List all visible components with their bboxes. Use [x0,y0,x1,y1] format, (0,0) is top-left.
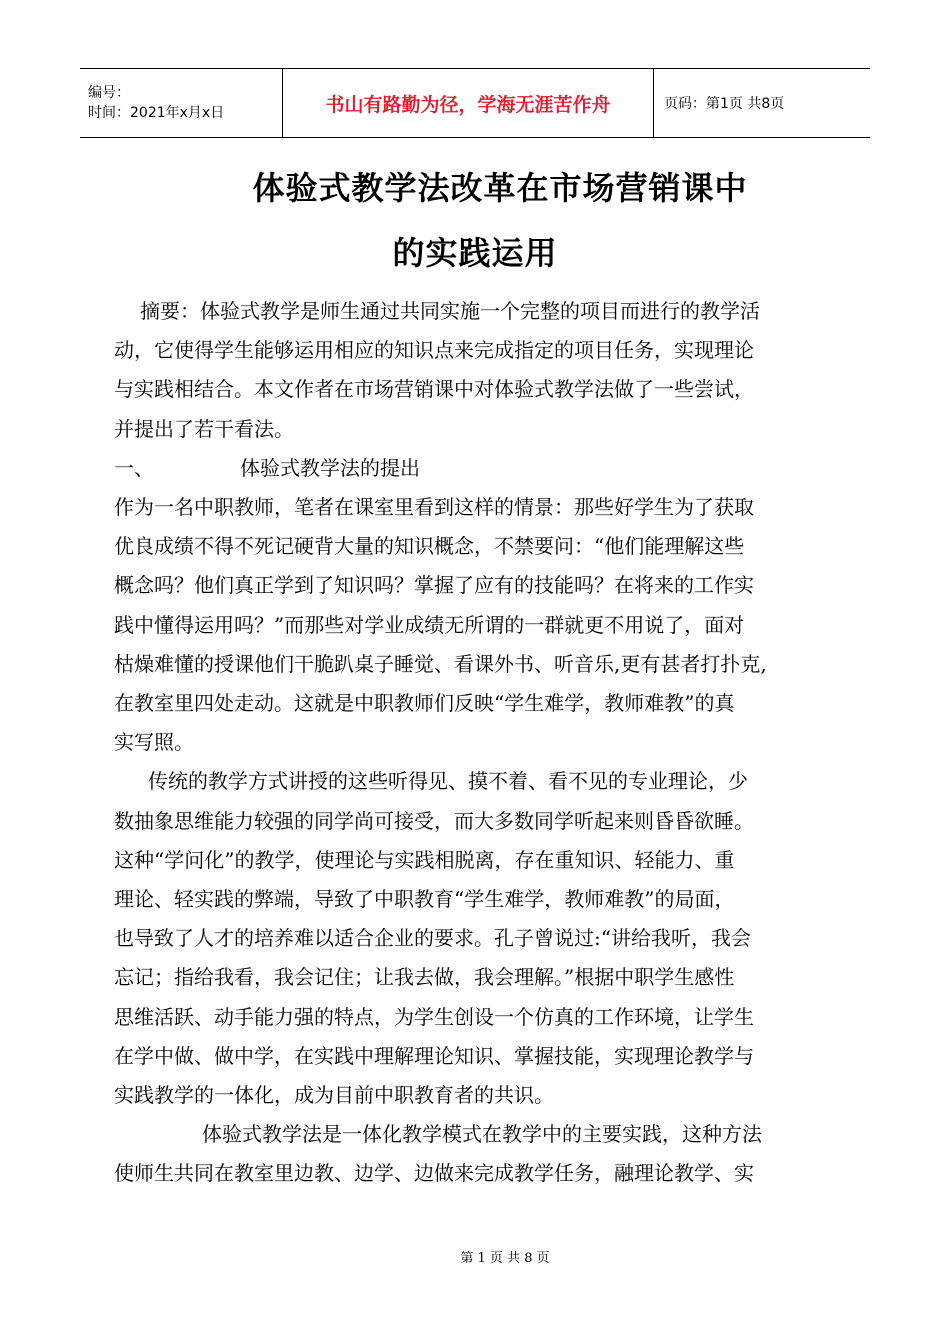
page-header [80,68,870,138]
abstract-line: 动，它使得学生能够运用相应的知识点来完成指定的项目任务，实现理论 [114,338,754,363]
paragraph-line: 枯燥难懂的授课他们干脆趴桌子睡觉、看课外书、听音乐,更有甚者打扑克, [114,651,767,676]
paragraph-line: 传统的教学方式讲授的这些听得见、摸不着、看不见的专业理论，少 [148,769,748,794]
paragraph-line: 在教室里四处走动。这就是中职教师们反映“学生难学，教师难教”的真 [114,691,735,716]
paragraph-line: 作为一名中职教师，笔者在课室里看到这样的情景：那些好学生为了获取 [114,495,754,520]
paragraph-line: 数抽象思维能力较强的同学尚可接受，而大多数同学听起来则昏昏欲睡。 [114,808,754,833]
document-title-line1: 体验式教学法改革在市场营销课中 [252,169,748,207]
section-title: 体验式教学法的提出 [240,455,420,480]
section-heading [114,449,842,488]
page-footer: 第 1 页 共 8 页 [460,1251,550,1266]
paragraph-line: 实践教学的一体化，成为目前中职教育者的共识。 [114,1083,554,1108]
document-body [114,292,842,1194]
paragraph-line: 优良成绩不得不死记硬背大量的知识概念，不禁要问：“他们能理解这些 [114,534,745,559]
paragraph-line: 思维活跃、动手能力强的特点，为学生创设一个仿真的工作环境，让学生 [114,1004,754,1029]
paragraph-line: 在学中做、做中学，在实践中理解理论知识、掌握技能，实现理论教学与 [114,1043,754,1068]
header-number-label: 编号： [88,85,130,101]
abstract-line: 并提出了若干看法。 [114,416,294,441]
abstract-line: 摘要：体验式教学是师生通过共同实施一个完整的项目而进行的教学活 [140,299,760,323]
paragraph-line: 也导致了人才的培养难以适合企业的要求。孔子曾说过:“讲给我听，我会 [114,926,751,951]
header-meta [80,69,282,137]
paragraph-line: 概念吗？他们真正学到了知识吗？掌握了应有的技能吗？在将来的工作实 [114,573,754,598]
paragraph-line: 这种“学问化”的教学，使理论与实践相脱离，存在重知识、轻能力、重 [114,847,735,872]
paragraph-line: 理论、轻实践的弊端，导致了中职教育“学生难学，教师难教”的局面， [114,887,735,912]
paragraph-line: 实写照。 [114,730,194,755]
paragraph-line: 忘记；指给我看，我会记住；让我去做，我会理解。”根据中职学生感性 [114,965,735,990]
document-title-line2: 的实践运用 [392,234,558,272]
header-page-info: 页码：第1页 共8页 [664,96,785,112]
header-motto: 书山有路勤为径，学海无涯苦作舟 [282,69,654,137]
abstract-line: 与实践相结合。本文作者在市场营销课中对体验式教学法做了一些尝试， [114,377,754,402]
paragraph-line: 体验式教学法是一体化教学模式在教学中的主要实践，这种方法 [202,1122,762,1147]
section-number: 一、 [114,455,154,480]
paragraph-line: 践中懂得运用吗？”而那些对学业成绩无所谓的一群就更不用说了，面对 [114,612,745,637]
header-time-label: 时间：2021年x月x日 [88,105,225,121]
paragraph-line: 使师生共同在教室里边教、边学、边做来完成教学任务，融理论教学、实 [114,1161,754,1186]
